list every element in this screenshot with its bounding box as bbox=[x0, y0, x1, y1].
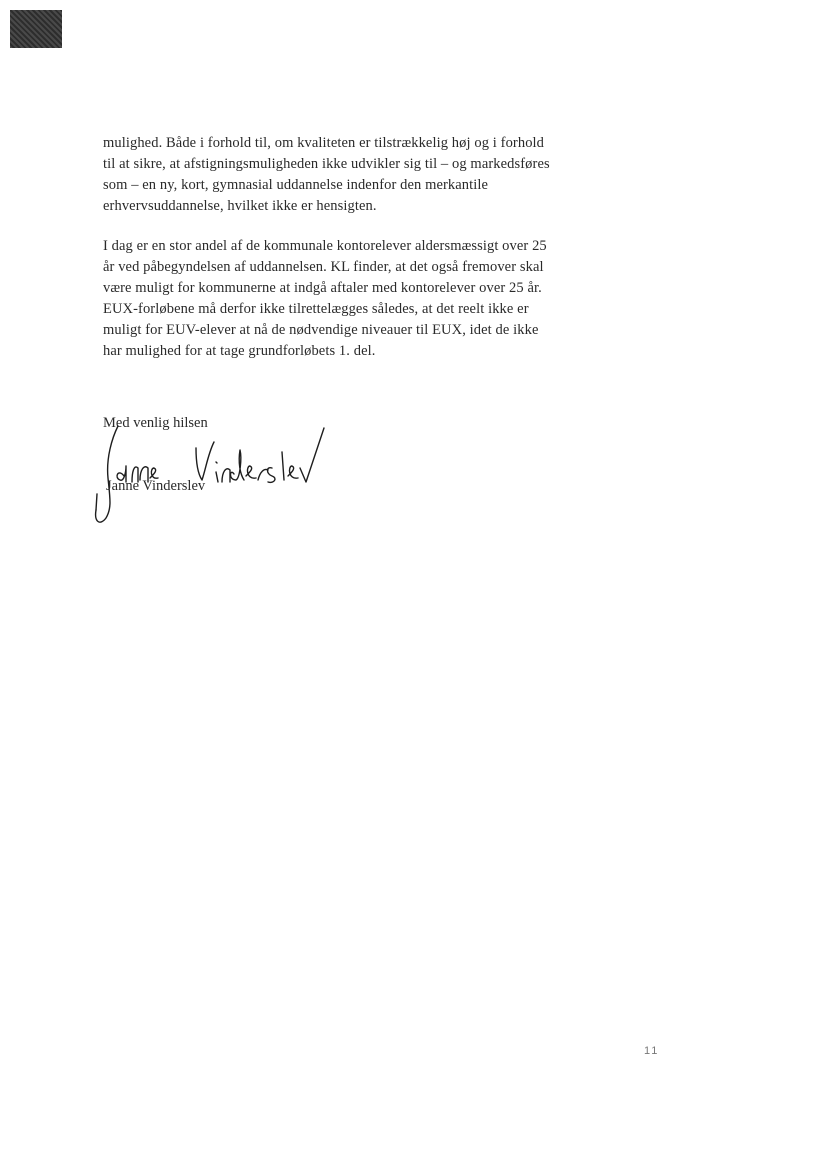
body-paragraph-2 bbox=[103, 236, 603, 362]
signer-name: Janne Vinderslev bbox=[106, 478, 206, 494]
closing-salutation: Med venlig hilsen bbox=[103, 415, 208, 431]
paragraph-line: muligt for EUV-elever at nå de nødvendige niveauer til EUX, idet de ikke bbox=[103, 322, 539, 338]
paragraph-line: år ved påbegyndelsen af uddannelsen. KL finder, at det også fremover skal bbox=[103, 259, 544, 275]
body-paragraph-1 bbox=[103, 133, 603, 217]
page-number: 11 bbox=[644, 1045, 660, 1057]
handwritten-signature bbox=[88, 418, 338, 533]
paragraph-line: mulighed. Både i forhold til, om kvaliteten er tilstrækkelig høj og i forhold bbox=[103, 135, 545, 151]
paragraph-line: har mulighed for at tage grundforløbets 1. del. bbox=[103, 343, 376, 359]
paragraph-line: erhvervsuddannelse, hvilket ikke er hensigten. bbox=[103, 198, 377, 214]
paragraph-line: I dag er en stor andel af de kommunale kontorelever aldersmæssigt over 25 bbox=[103, 238, 547, 254]
paragraph-line: som – en ny, kort, gymnasial uddannelse indenfor den merkantile bbox=[103, 177, 489, 193]
scan-registration-mark bbox=[10, 10, 62, 48]
paragraph-line: til at sikre, at afstigningsmuligheden ikke udvikler sig til – og markedsføres bbox=[103, 156, 550, 172]
paragraph-line: EUX-forløbene må derfor ikke tilrettelægges således, at det reelt ikke er bbox=[103, 301, 529, 317]
paragraph-line: være muligt for kommunerne at indgå aftaler med kontorelever over 25 år. bbox=[103, 280, 542, 296]
